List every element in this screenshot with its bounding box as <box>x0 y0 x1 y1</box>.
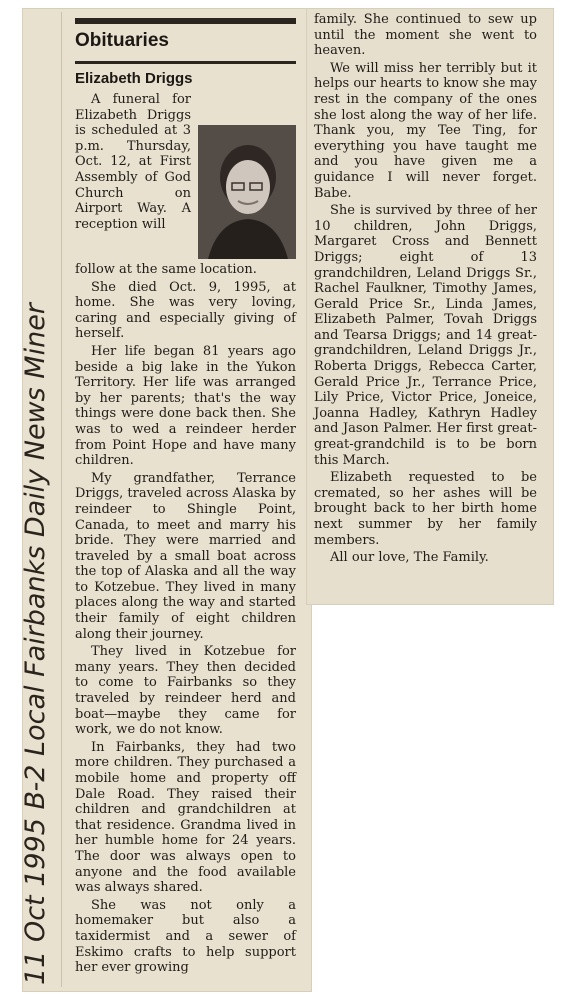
margin-rule <box>61 12 62 987</box>
paragraph: She died Oct. 9, 1995, at home. She was very loving, caring and especially giving of herself. <box>75 279 296 342</box>
paragraph: She is survived by three of her 10 children, John Driggs, Margaret Cross and Bennett Driggs; eight of 13 grandchildren, Leland Driggs Sr., Rachel Faulkner, Timothy James, Gerald Price Sr., Linda James, Elizabeth Palmer, Tovah Driggs and Tearsa Driggs; and 14 great-grandchildren, Leland Driggs Jr., Roberta Driggs, Rebecca Carter, Gerald Price Jr., Terrance Price, Lily Price, Victor Price, Joneice, Joanna Hadley, Kathryn Hadley and Jason Palmer. Her first great-great-grandchild is to be born this March. <box>314 203 537 468</box>
handwritten-note-text: 11 Oct 1995 B-2 Local Fairbanks Daily News Miner <box>20 303 51 985</box>
obituary-column-2 <box>314 12 537 566</box>
paragraph: They lived in Kotzebue for many years. They then decided to come to Fairbanks so they traveled by reindeer herd and boat—maybe they came for work, we do not know. <box>75 644 296 738</box>
obituary-name-heading: Elizabeth Driggs <box>75 70 193 87</box>
portrait-photo-icon <box>198 125 296 259</box>
paragraph: follow at the same location. <box>75 262 257 277</box>
paragraph: In Fairbanks, they had two more children. They purchased a mobile home and property off Dale Road. They raised their children and grandchildren at that residence. Grandma lived in her humble home for 24 years. The door was always open to anyone and the food available was always shared. <box>75 739 296 896</box>
paragraph: family. She continued to sew up until the moment she went to heaven. <box>314 12 537 59</box>
paragraph: Elizabeth requested to be cremated, so her ashes will be brought back to her birth home next summer by her family members. <box>314 470 537 548</box>
section-heading: Obituaries <box>75 30 169 51</box>
signoff: All our love, The Family. <box>330 550 489 566</box>
paragraph: We will miss her terribly but it helps our hearts to know she may rest in the company of the ones she lost along the way of her life. Thank you, my Tee Ting, for everything you have taught me and you have given me a guidance I will never forget. Babe. <box>314 60 537 201</box>
paragraph: My grandfather, Terrance Driggs, traveled across Alaska by reindeer to Shingle Point, Canada, to meet and marry his bride. They were married and traveled by a small boat across the top of Alaska and all the way to Kotzebue. They lived in many places along the way and started their family of eight children along their journey. <box>75 470 296 642</box>
heading-rule <box>75 61 296 64</box>
paragraph: Her life began 81 years ago beside a big lake in the Yukon Territory. Her life was arranged by her parents; that's the way things were done back then. She was to wed a reindeer herder from Point Hope and have many children. <box>75 343 296 469</box>
paragraph: A funeral for Elizabeth Driggs is scheduled at 3 p.m. Thursday, Oct. 12, at First Assembly of God Church on Airport Way. A reception will <box>75 92 191 232</box>
top-rule <box>75 18 296 24</box>
obituary-column-1 <box>75 262 296 976</box>
obituary-column-1-top <box>75 92 191 232</box>
paragraph: She was not only a homemaker but also a taxidermist and a sewer of Eskimo crafts to help support her ever growing <box>75 897 296 976</box>
